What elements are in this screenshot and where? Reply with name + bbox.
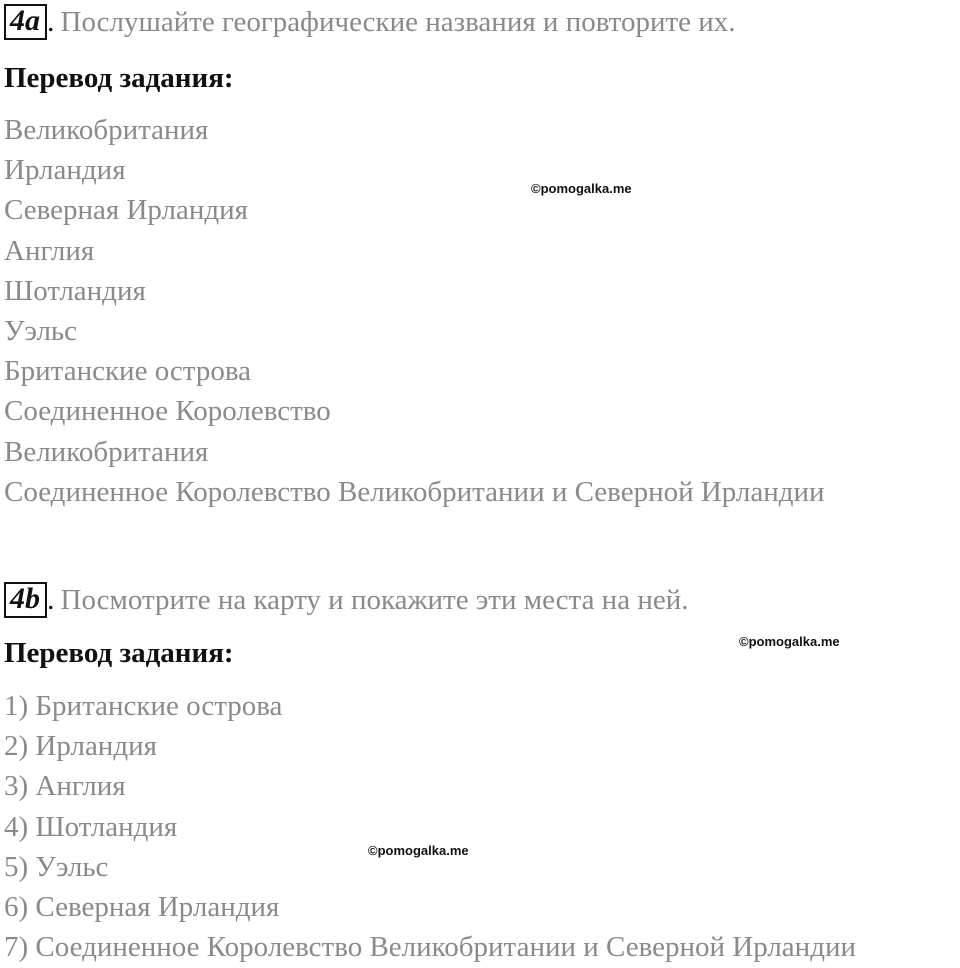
watermark: ©pomogalka.me [739,634,840,649]
task-4a-instruction: Послушайте географические названия и повторите их. [60,5,736,38]
list-item: Великобритания [4,435,209,468]
list-item: Северная Ирландия [4,194,248,227]
list-item: Великобритания [4,114,209,146]
list-item: 6) Северная Ирландия [4,891,280,924]
task-number-4a: 4a [4,4,47,40]
translation-title-4a: Перевод задания: [4,62,234,94]
list-item: Соединенное Королевство [4,395,331,428]
task-4a-list [4,110,825,512]
task-number-dot: . [47,583,55,616]
watermark: ©pomogalka.me [368,843,469,858]
watermark: ©pomogalka.me [531,181,632,196]
task-number-4b: 4b [4,582,47,618]
task-number-dot: . [47,5,55,38]
list-item: Британские острова [4,355,251,388]
list-item: Шотландия [4,274,146,307]
list-item: Ирландия [4,154,126,187]
translation-title-4b: Перевод задания: [4,637,234,669]
list-item: Соединенное Королевство Великобритании и Северной Ирландии [4,475,825,508]
list-item: 1) Британские острова [4,690,283,722]
task-4a-header [4,4,736,40]
task-4b-list [4,686,856,967]
task-4b-header [4,582,689,618]
list-item: Уэльс [4,315,78,348]
list-item: 7) Соединенное Королевство Великобритании и Северной Ирландии [4,931,856,964]
list-item: Англия [4,234,95,267]
list-item: 3) Англия [4,770,126,803]
list-item: 5) Уэльс [4,850,109,883]
task-4b-instruction: Посмотрите на карту и покажите эти места на ней. [60,583,689,616]
list-item: 4) Шотландия [4,810,178,843]
list-item: 2) Ирландия [4,730,157,763]
